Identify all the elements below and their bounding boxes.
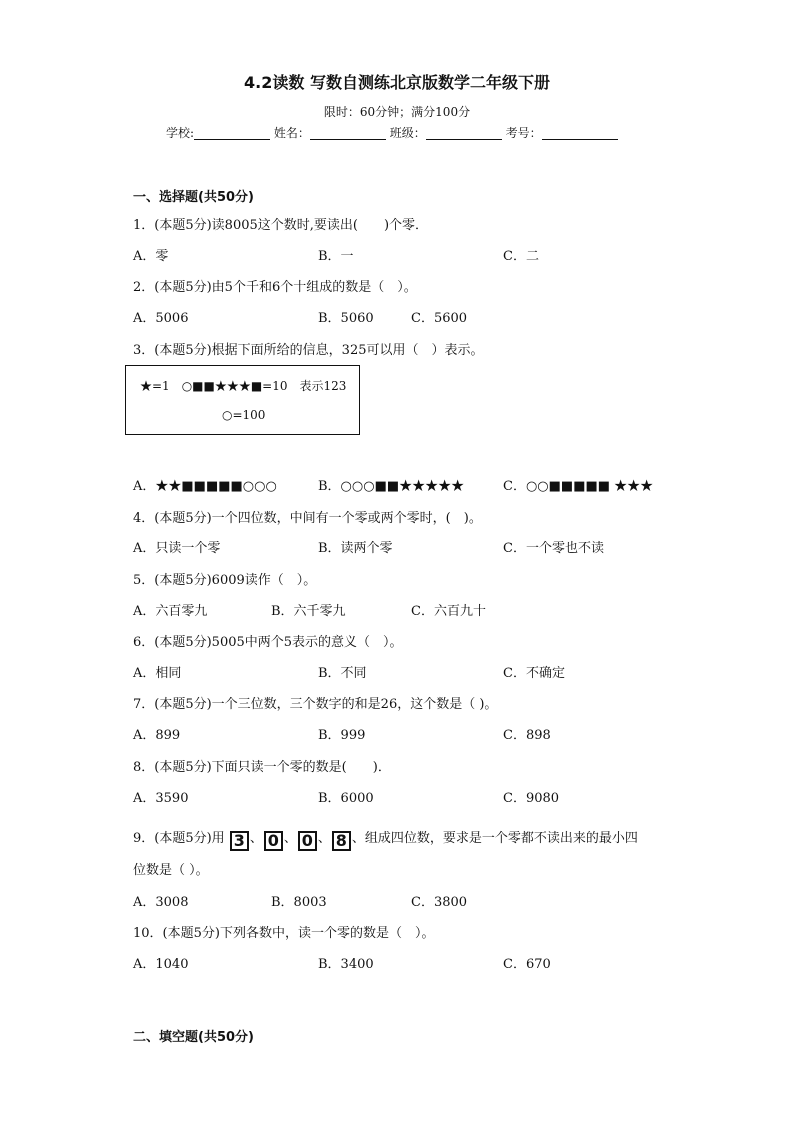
- question-6-option-c[interactable]: C．不确定: [503, 666, 565, 681]
- question-5-option-a[interactable]: A．六百零九: [133, 604, 208, 619]
- question-1-stem: 1．(本题5分)读8005这个数时,要读出( )个零．: [133, 218, 429, 233]
- question-6-stem: 6．(本题5分)5005中两个5表示的意义（ ）。: [133, 635, 403, 650]
- question-5-stem: 5．(本题5分)6009读作（ ）。: [133, 573, 317, 588]
- question-9-stem-prefix: 9．(本题5分)用: [133, 831, 225, 846]
- question-3-option-b[interactable]: B．○○○■■★★★★★: [318, 479, 465, 494]
- section-title-choice: 一、选择题(共50分): [133, 190, 254, 205]
- question-10-option-a[interactable]: A．1040: [133, 957, 189, 972]
- digit-separator: 、: [249, 831, 263, 846]
- question-3-info-box: [125, 365, 360, 435]
- question-10-option-c[interactable]: C．670: [503, 957, 551, 972]
- digit-separator: 、: [317, 831, 331, 846]
- question-3-option-c[interactable]: C．○○■■■■■ ★★★: [503, 479, 654, 494]
- question-8-stem: 8．(本题5分)下面只读一个零的数是( )．: [133, 760, 391, 775]
- question-8-option-a[interactable]: A．3590: [133, 791, 189, 806]
- question-8-option-c[interactable]: C．9080: [503, 791, 560, 806]
- question-1-option-a[interactable]: A．零: [133, 249, 169, 264]
- name-blank[interactable]: [310, 125, 386, 140]
- section-title-fill-in: 二、填空题(共50分): [133, 1030, 254, 1045]
- name-label: 姓名：: [273, 126, 310, 140]
- question-10-option-b[interactable]: B．3400: [318, 957, 374, 972]
- question-1-option-c[interactable]: C．二: [503, 249, 539, 264]
- question-3-option-a[interactable]: A．★★■■■■■○○○: [133, 479, 277, 494]
- digit-separator: 、: [351, 831, 365, 846]
- question-4-option-b[interactable]: B．读两个零: [318, 541, 393, 556]
- digit-card-3: 0: [298, 831, 317, 851]
- question-6-option-b[interactable]: B．不同: [318, 666, 367, 681]
- question-4-option-a[interactable]: A．只读一个零: [133, 541, 221, 556]
- school-blank[interactable]: [194, 125, 270, 140]
- digit-card-1: 3: [230, 831, 249, 851]
- school-label: 学校:: [166, 126, 195, 140]
- exam-number-blank[interactable]: [542, 125, 618, 140]
- question-9-stem: [133, 827, 638, 851]
- question-7-option-c[interactable]: C．898: [503, 728, 551, 743]
- exam-number-label: 考号：: [505, 126, 542, 140]
- class-label: 班级：: [389, 126, 426, 140]
- question-2-option-b[interactable]: B．5060: [318, 311, 374, 326]
- question-5-option-c[interactable]: C．六百九十: [411, 604, 486, 619]
- question-5-option-b[interactable]: B．六千零九: [271, 604, 346, 619]
- question-9-option-a[interactable]: A．3008: [133, 895, 189, 910]
- page-title: 4.2读数 写数自测练北京版数学二年级下册: [244, 73, 550, 92]
- question-2-option-c[interactable]: C．5600: [411, 311, 468, 326]
- question-7-stem: 7．(本题5分)一个三位数，三个数字的和是26，这个数是（ )。: [133, 697, 498, 712]
- question-3-stem: 3．(本题5分)根据下面所给的信息，325可以用（ ）表示。: [133, 343, 484, 358]
- time-limit-text: 限时：60分钟；满分100分: [323, 105, 471, 119]
- question-4-option-c[interactable]: C．一个零也不读: [503, 541, 604, 556]
- info-box-row-2: ○=100: [222, 408, 266, 422]
- question-9-option-c[interactable]: C．3800: [411, 895, 468, 910]
- class-blank[interactable]: [426, 125, 502, 140]
- info-box-row-1: ★=1 ○■■★★★■=10 表示123: [140, 379, 347, 393]
- question-2-stem: 2．(本题5分)由5个千和6个十组成的数是（ ）。: [133, 280, 417, 295]
- question-10-stem: 10．(本题5分)下列各数中，读一个零的数是（ ）。: [133, 926, 435, 941]
- digit-card-4: 8: [332, 831, 351, 851]
- question-7-option-a[interactable]: A．899: [133, 728, 181, 743]
- question-6-option-a[interactable]: A．相同: [133, 666, 182, 681]
- digit-card-2: 0: [264, 831, 283, 851]
- question-8-option-b[interactable]: B．6000: [318, 791, 374, 806]
- digit-separator: 、: [283, 831, 297, 846]
- student-info-line: [166, 124, 618, 141]
- question-4-stem: 4．(本题5分)一个四位数，中间有一个零或两个零时，( )。: [133, 511, 482, 526]
- question-9-stem-line-2: 位数是（ ）。: [133, 863, 209, 878]
- question-9-stem-suffix: 组成四位数，要求是一个零都不读出来的最小四: [364, 831, 638, 846]
- question-2-option-a[interactable]: A．5006: [133, 311, 189, 326]
- question-9-option-b[interactable]: B．8003: [271, 895, 327, 910]
- question-7-option-b[interactable]: B．999: [318, 728, 366, 743]
- question-1-option-b[interactable]: B．一: [318, 249, 354, 264]
